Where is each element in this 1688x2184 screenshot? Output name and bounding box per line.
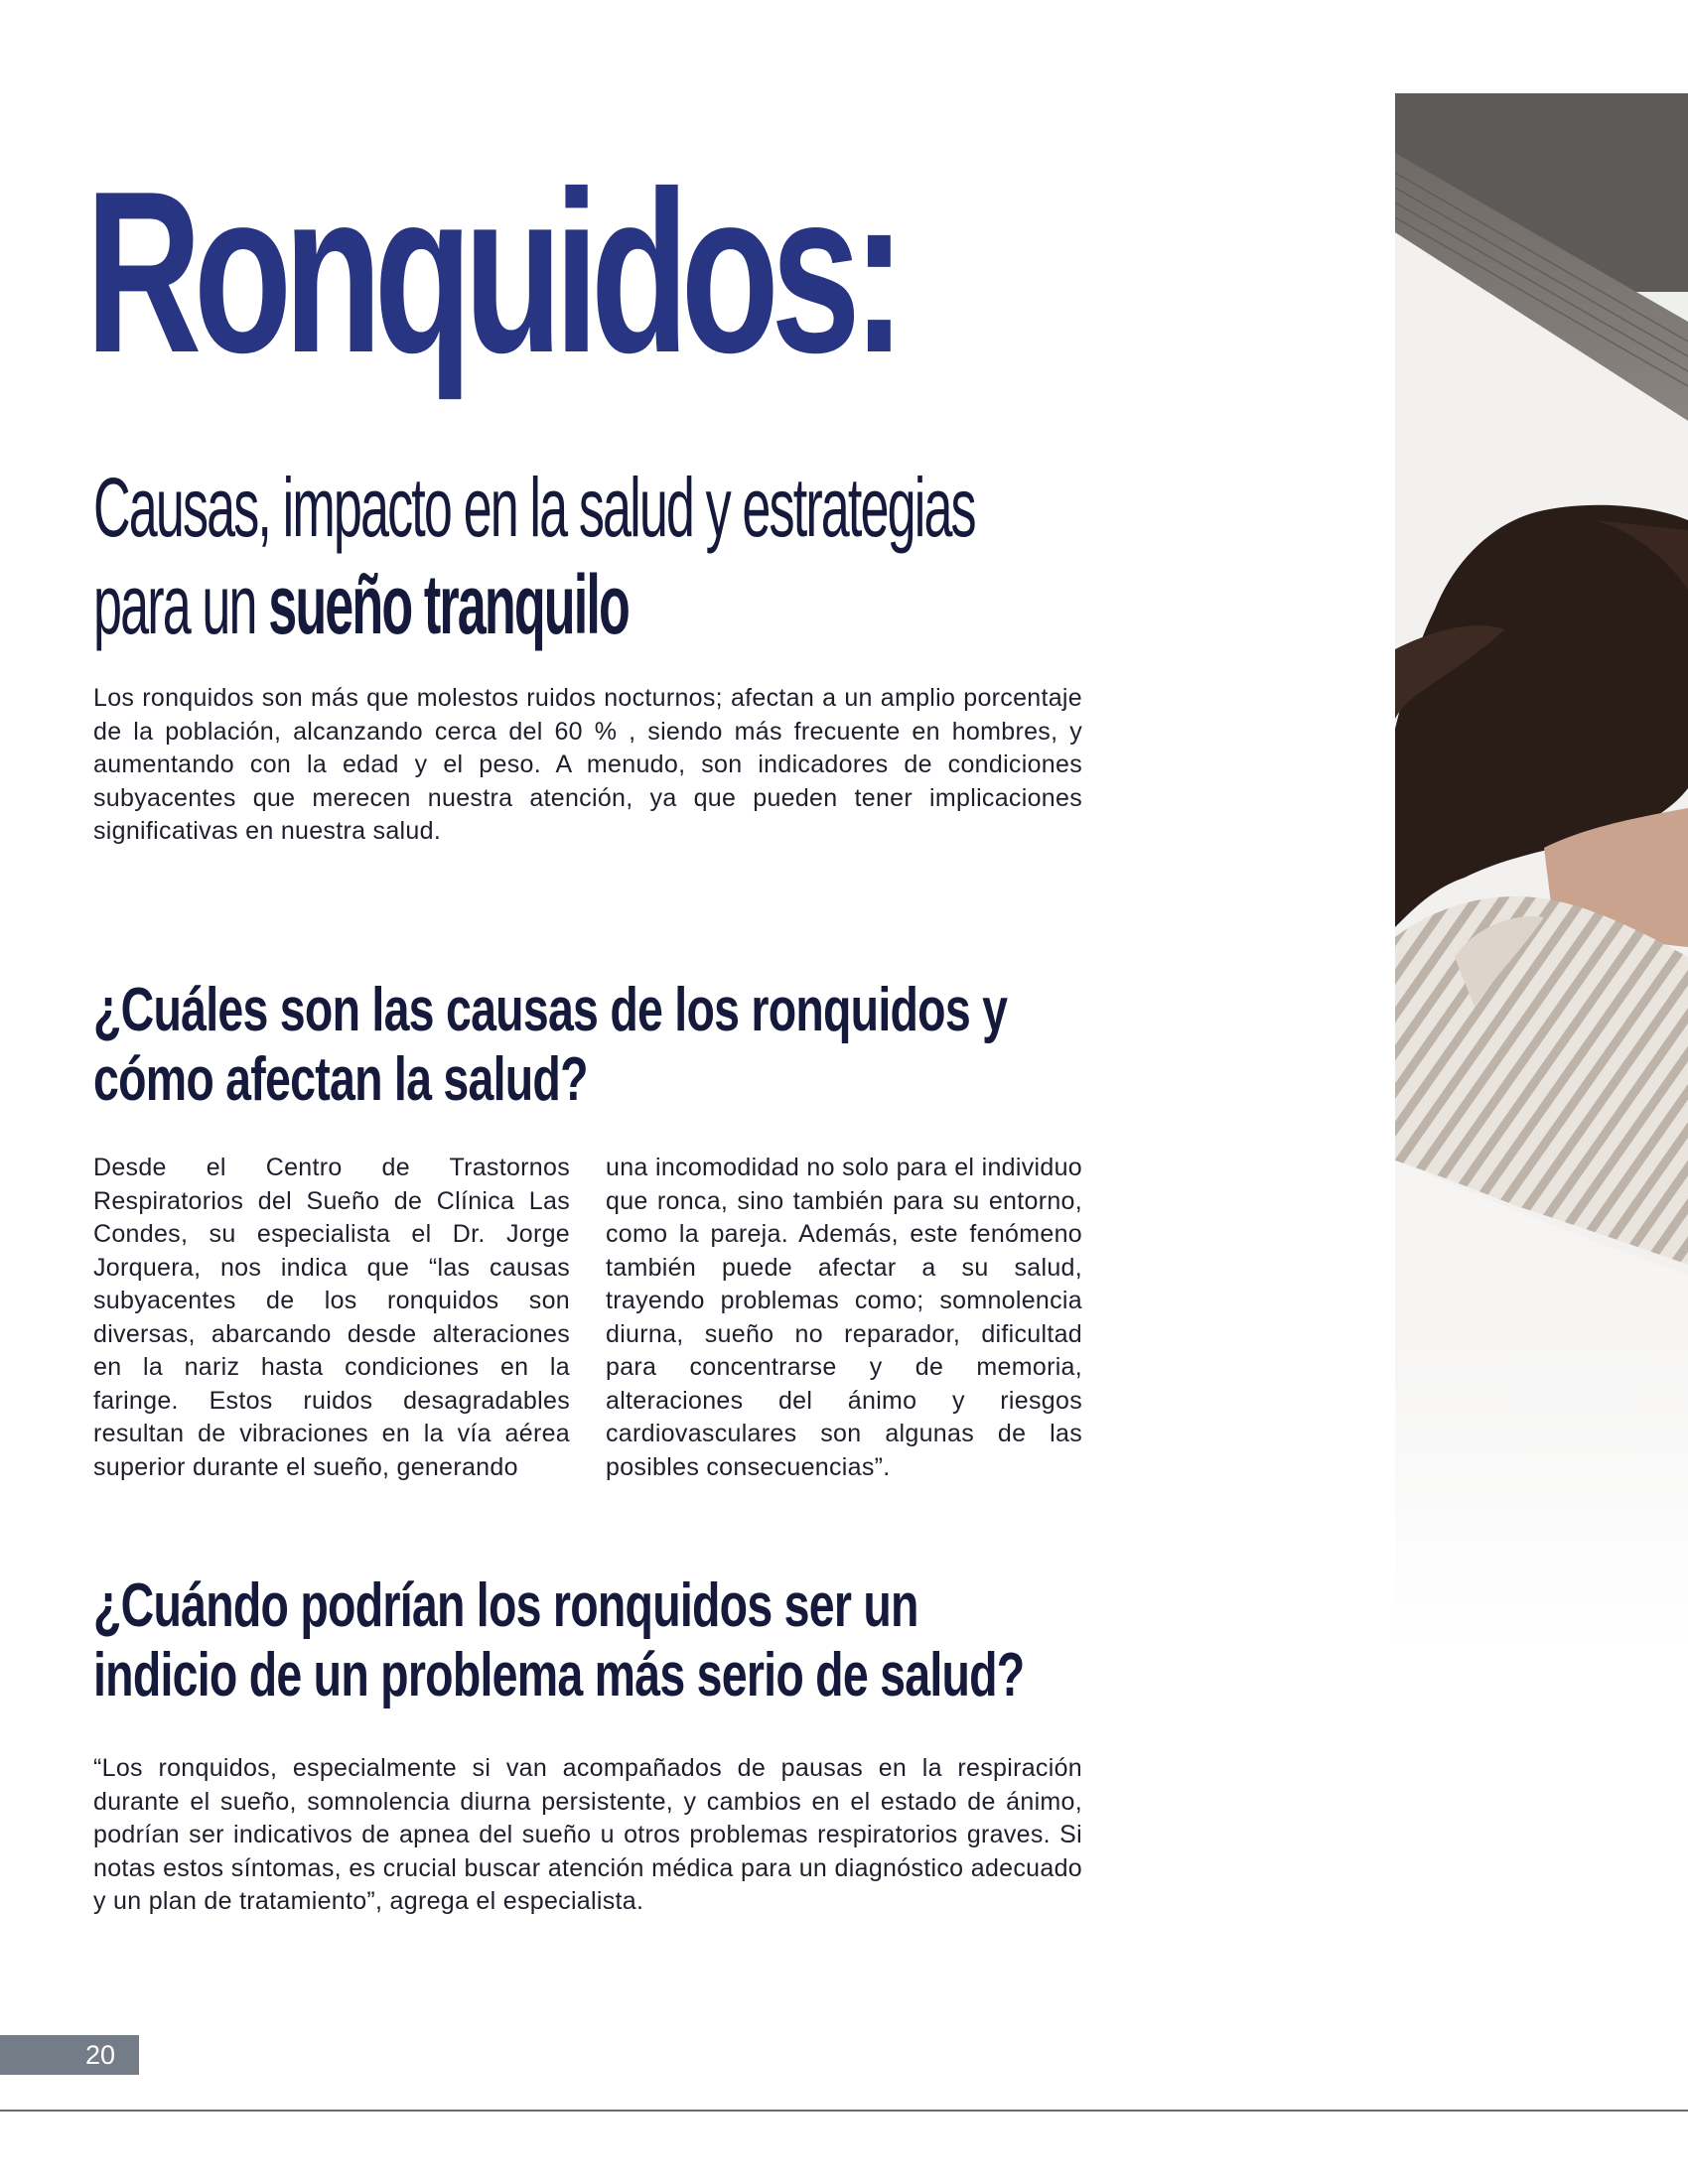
subtitle-line-2-regular: para un [93,558,269,651]
causes-heading-line-1: ¿Cuáles son las causas de los ronquidos y [93,976,1008,1044]
serious-heading-line-1: ¿Cuándo podrían los ronquidos ser un [93,1571,918,1640]
serious-paragraph: “Los ronquidos, especialmente si van acompañados de pausas en la respiración durante el sueño, somnolencia diurna persistente, y cambios en el estado de ánimo, podrían ser indicativos de apnea del sueño u otros problemas respiratorios graves. Si notas estos síntomas, es crucial buscar atención médica para un diagnóstico adecuado y un plan de tratamiento”, agrega el especialista. [93,1754,1082,1915]
serious-heading-line-2: indicio de un problema más serio de salud? [93,1641,1025,1709]
causes-column-left: Desde el Centro de Trastornos Respiratorios del Sueño de Clínica Las Condes, su especialista el Dr. Jorge Jorquera, nos indica que “las causas subyacentes de los ronquidos son diversas, abarcando desde alteraciones en la nariz hasta condiciones en la faringe. Estos ruidos desagradables resultan de vibraciones en la vía aérea superior durante el sueño, generando [93,1154,570,1481]
causes-heading [93,976,1007,1115]
subtitle-line-2-bold: sueño tranquilo [268,558,629,651]
article-subtitle [93,459,975,653]
sleeping-person-photo [1395,93,1688,1652]
page-number: 20 [84,2040,115,2070]
article-title: Ronquidos: [85,144,899,401]
subtitle-line-1: Causas, impacto en la salud y estrategias [93,461,975,554]
causes-heading-line-2: cómo afectan la salud? [93,1045,588,1114]
page-number-box [0,2035,139,2075]
serious-heading [93,1571,1024,1710]
intro-paragraph: Los ronquidos son más que molestos ruidos nocturnos; afectan a un amplio porcentaje de la población, alcanzando cerca del 60 % , siendo más frecuente en hombres, y aumentando con la edad y el peso. A menudo, son indicadores de condiciones subyacentes que merecen nuestra atención, ya que pueden tener implicaciones significativas en nuestra salud. [93,684,1082,845]
bottom-divider [0,2110,1688,2112]
causes-column-right: una incomodidad no solo para el individuo que ronca, sino también para su entorno, como la pareja. Además, este fenómeno también puede afectar a su salud, trayendo problemas como; somnolencia diurna, sueño no reparador, dificultad para concentrarse y de memoria, alteraciones del ánimo y riesgos cardiovasculares son algunas de las posibles consecuencias”. [606,1154,1082,1481]
